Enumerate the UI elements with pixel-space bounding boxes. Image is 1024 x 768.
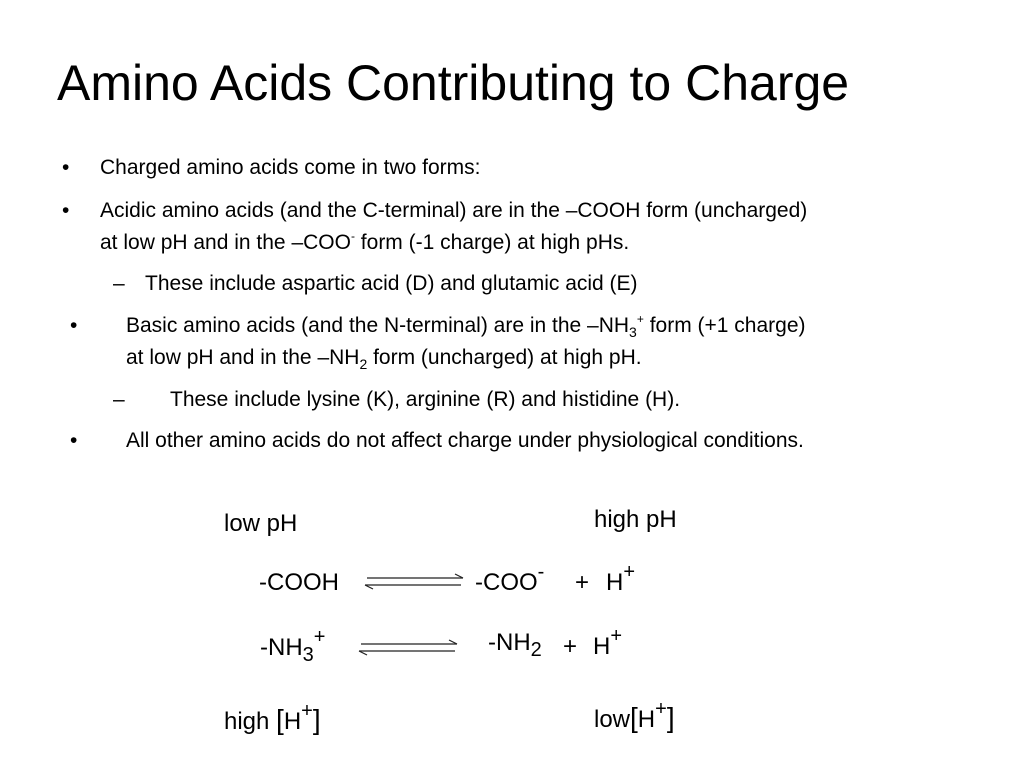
dash-marker: – xyxy=(113,272,125,295)
bullet-basic-line1: Basic amino acids (and the N-terminal) are in the $-NH_3^+$ form (+1 charge) xyxy=(126,312,806,340)
bullet-other-amino-acids: All other amino acids do not affect charge under physiological conditions. xyxy=(126,429,804,452)
bullet-marker: • xyxy=(70,429,78,452)
high-ph-header: high pH xyxy=(594,506,677,533)
bullet-charged-forms: Charged amino acids come in two forms: xyxy=(100,156,481,179)
low-proton-concentration: low[H+] xyxy=(594,698,675,733)
coo-minus-species: -COO- xyxy=(475,561,545,596)
proton-species: H+ xyxy=(606,561,636,596)
sub-bullet-basic-examples: These include lysine (K), arginine (R) and histidine (H). xyxy=(170,388,681,411)
high-proton-concentration: high [H+] xyxy=(224,700,321,735)
low-ph-header: low pH xyxy=(224,510,298,537)
bullet-marker: • xyxy=(62,156,70,179)
bullet-marker: • xyxy=(70,314,78,337)
dash-marker: – xyxy=(113,388,125,411)
sub-bullet-acidic-examples: These include aspartic acid (D) and glutamic acid (E) xyxy=(145,272,638,295)
bullet-acidic-line1: Acidic amino acids (and the C-terminal) are in the –COOH form (uncharged) xyxy=(100,199,808,222)
bullet-basic-line2: at low pH and in the $-NH_2$ form (uncharged) at high pH. xyxy=(126,346,642,372)
cooh-species: -COOH xyxy=(259,569,339,596)
nh2-species: $-NH_2$ xyxy=(488,629,542,661)
equilibrium-arrow-cooh xyxy=(365,574,463,589)
slide-title: Amino Acids Contributing to Charge xyxy=(57,55,850,111)
plus-sign: + xyxy=(575,569,590,596)
bullet-acidic-line2: at low pH and in the –COO- form (-1 charge) at high pHs. xyxy=(100,229,630,254)
bullet-marker: • xyxy=(62,199,70,222)
plus-sign: + xyxy=(563,633,578,660)
equilibrium-arrow-nh3 xyxy=(359,640,457,655)
proton-species: H+ xyxy=(593,625,623,660)
nh3-plus-species: $-NH_3^+$ xyxy=(260,626,326,666)
